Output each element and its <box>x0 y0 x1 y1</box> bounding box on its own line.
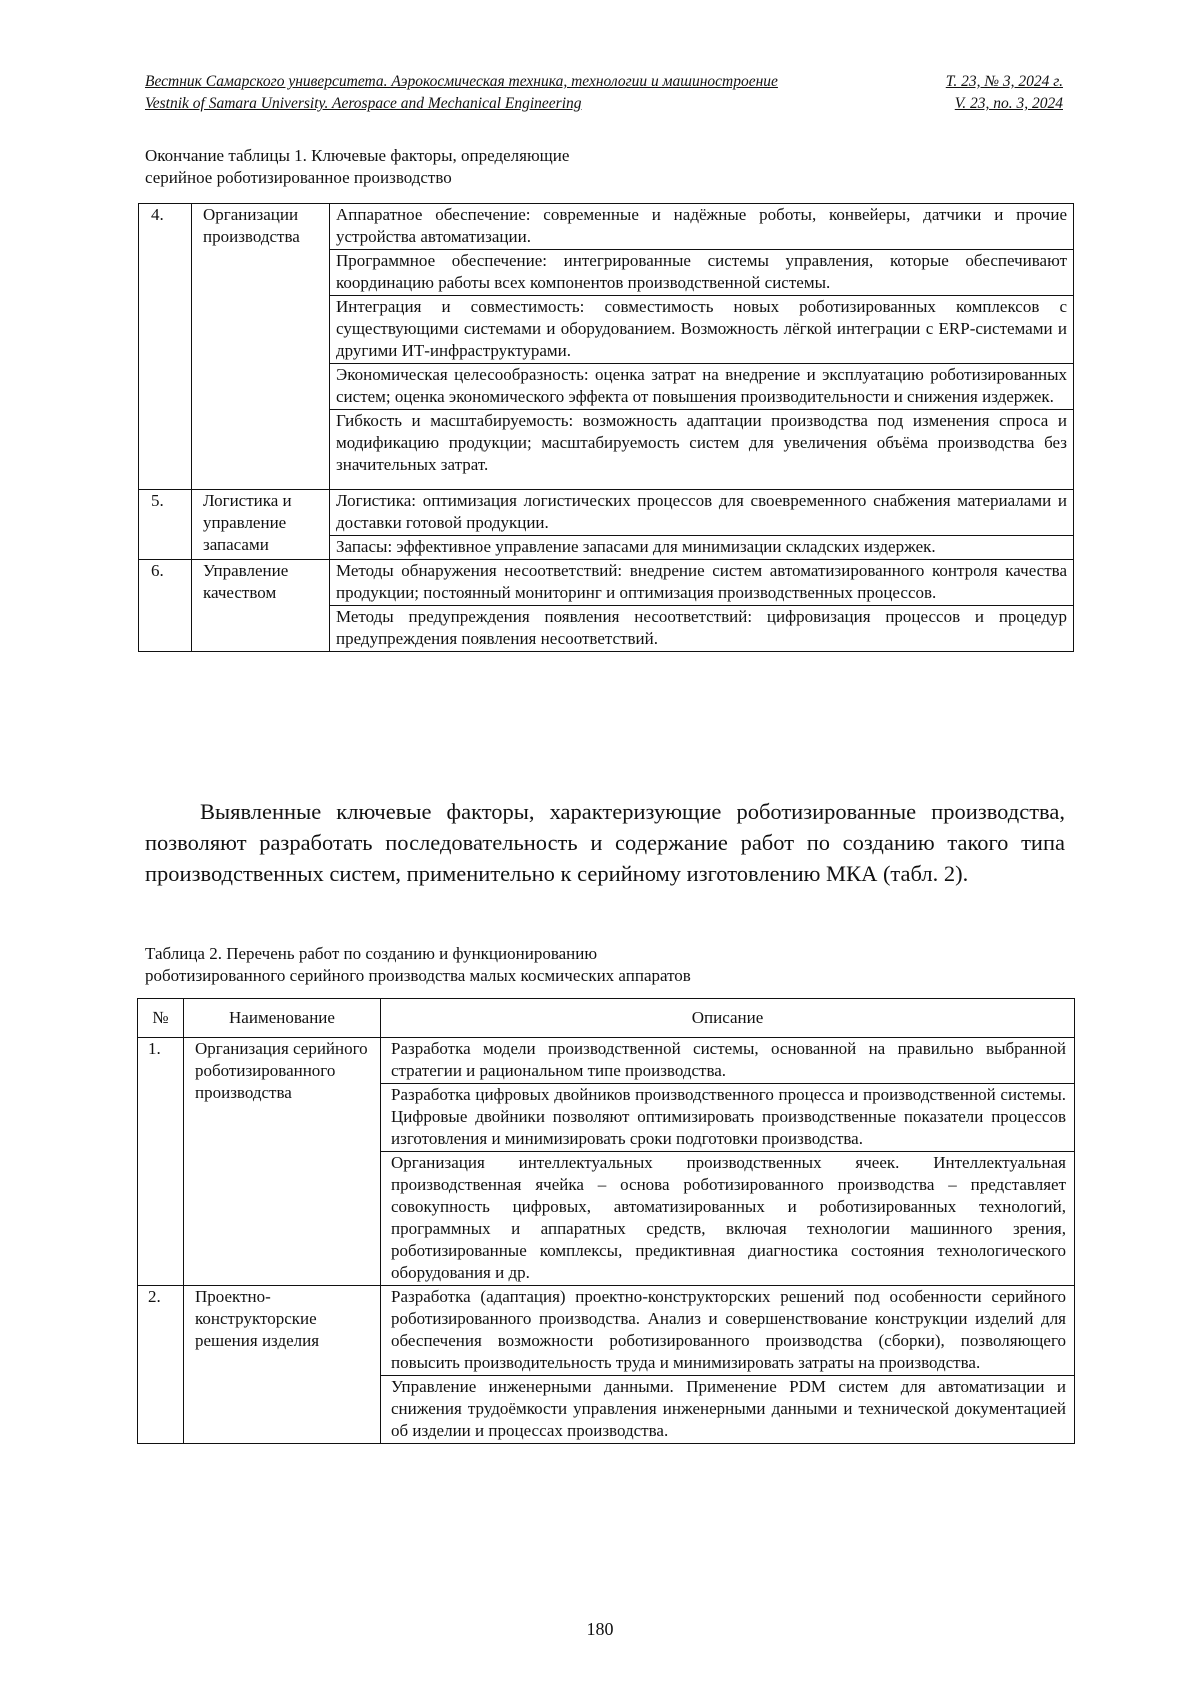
factor-name: Организации производства <box>192 204 330 490</box>
table1-caption <box>145 145 569 189</box>
table1-caption-line2: серийное роботизированное производство <box>145 168 452 187</box>
table2 <box>137 998 1075 1444</box>
table1 <box>138 203 1074 652</box>
running-header-en <box>145 93 1063 115</box>
column-header-number: № <box>138 999 184 1038</box>
row-number: 6. <box>139 560 192 652</box>
journal-title-ru: Вестник Самарского университета. Аэрокосмическая техника, технологии и машиностроение <box>145 73 778 90</box>
work-item: Управление инженерными данными. Применение PDM систем для автоматизации и снижения трудоёмкости управления инженерными данными и технической документацией об изделии и процессах производства. <box>381 1376 1075 1444</box>
page-number: 180 <box>586 1619 614 1639</box>
table-row <box>139 490 1074 536</box>
table2-body <box>138 1038 1075 1444</box>
table1-caption-line1: Окончание таблицы 1. Ключевые факторы, определяющие <box>145 146 570 165</box>
table2-caption-line2: роботизированного серийного производства малых космических аппаратов <box>145 966 691 985</box>
row-number: 2. <box>138 1286 184 1444</box>
table2-header <box>138 999 1075 1038</box>
factor-item: Экономическая целесообразность: оценка затрат на внедрение и эксплуатацию роботизированных систем; оценка экономического эффекта от повышения производительности и снижения издержек. <box>330 364 1074 410</box>
column-header-name: Наименование <box>184 999 381 1038</box>
table2-caption-line1: Таблица 2. Перечень работ по созданию и функционированию <box>145 944 598 963</box>
work-name: Организация серийного роботизированного производства <box>184 1038 381 1286</box>
table-row <box>139 204 1074 250</box>
running-header-ru <box>145 71 1063 93</box>
table1-body <box>139 204 1074 652</box>
factor-item: Методы обнаружения несоответствий: внедрение систем автоматизированного контроля качества продукции; постоянный мониторинг и оптимизация производственных процессов. <box>330 560 1074 606</box>
work-item: Разработка модели производственной системы, основанной на правильно выбранной стратегии и рациональном типе производства. <box>381 1038 1075 1084</box>
table-row <box>139 560 1074 606</box>
factor-item: Гибкость и масштабируемость: возможность адаптации производства под изменения спроса и модификацию продукции; масштабируемость систем для увеличения объёма производства без значительных затрат. <box>330 410 1074 490</box>
table-row <box>138 1286 1075 1376</box>
row-number: 5. <box>139 490 192 560</box>
factor-item: Интеграция и совместимость: совместимость новых роботизированных комплексов с существующими системами и оборудованием. Возможность лёгкой интеграции с ERP-системами и другими ИТ-инфраструктурами. <box>330 296 1074 364</box>
work-name: Проектно-конструкторские решения изделия <box>184 1286 381 1444</box>
work-item: Организация интеллектуальных производственных ячеек. Интеллектуальная производственная ячейка – основа роботизированного производства – представляет совокупность цифровых, автоматизированных и роботизированных технологий, программных и аппаратных средств, включая технологии машинного зрения, роботизированные комплексы, предиктивная диагностика состояния технологического оборудования и др. <box>381 1152 1075 1286</box>
table-row <box>138 1038 1075 1084</box>
factor-item: Запасы: эффективное управление запасами для минимизации складских издержек. <box>330 536 1074 560</box>
work-item: Разработка (адаптация) проектно-конструкторских решений под особенности серийного роботизированного производства. Анализ и совершенствование конструкции изделий для обеспечения возможности роботизированного производства (сборки), позволяющего повысить производительность труда и минимизировать затраты на производства. <box>381 1286 1075 1376</box>
row-number: 4. <box>139 204 192 490</box>
volume-en: V. 23, no. 3, 2024 <box>954 95 1063 112</box>
factor-item: Программное обеспечение: интегрированные системы управления, которые обеспечивают координацию работы всех компонентов производственной системы. <box>330 250 1074 296</box>
journal-title-en: Vestnik of Samara University. Aerospace and Mechanical Engineering <box>145 95 582 112</box>
factor-item: Аппаратное обеспечение: современные и надёжные роботы, конвейеры, датчики и прочие устройства автоматизации. <box>330 204 1074 250</box>
factor-name: Управление качеством <box>192 560 330 652</box>
work-item: Разработка цифровых двойников производственного процесса и производственной системы. Цифровые двойники позволяют оптимизировать производственные показатели процессов изготовления и минимизировать сроки подготовки производства. <box>381 1084 1075 1152</box>
table-header-row <box>138 999 1075 1038</box>
table2-caption <box>145 943 691 987</box>
row-number: 1. <box>138 1038 184 1286</box>
body-paragraph: Выявленные ключевые факторы, характеризующие роботизированные производства, позволяют разработать последовательность и содержание работ по созданию такого типа производственных систем, применительно к серийному изготовлению МКА (табл. 2). <box>145 798 1065 886</box>
factor-item: Методы предупреждения появления несоответствий: цифровизация процессов и процедур предупреждения появления несоответствий. <box>330 606 1074 652</box>
column-header-description: Описание <box>381 999 1075 1038</box>
volume-ru: Т. 23, № 3, 2024 г. <box>945 73 1063 90</box>
factor-name: Логистика и управление запасами <box>192 490 330 560</box>
factor-item: Логистика: оптимизация логистических процессов для своевременного снабжения материалами и доставки готовой продукции. <box>330 490 1074 536</box>
running-header <box>145 71 1063 115</box>
